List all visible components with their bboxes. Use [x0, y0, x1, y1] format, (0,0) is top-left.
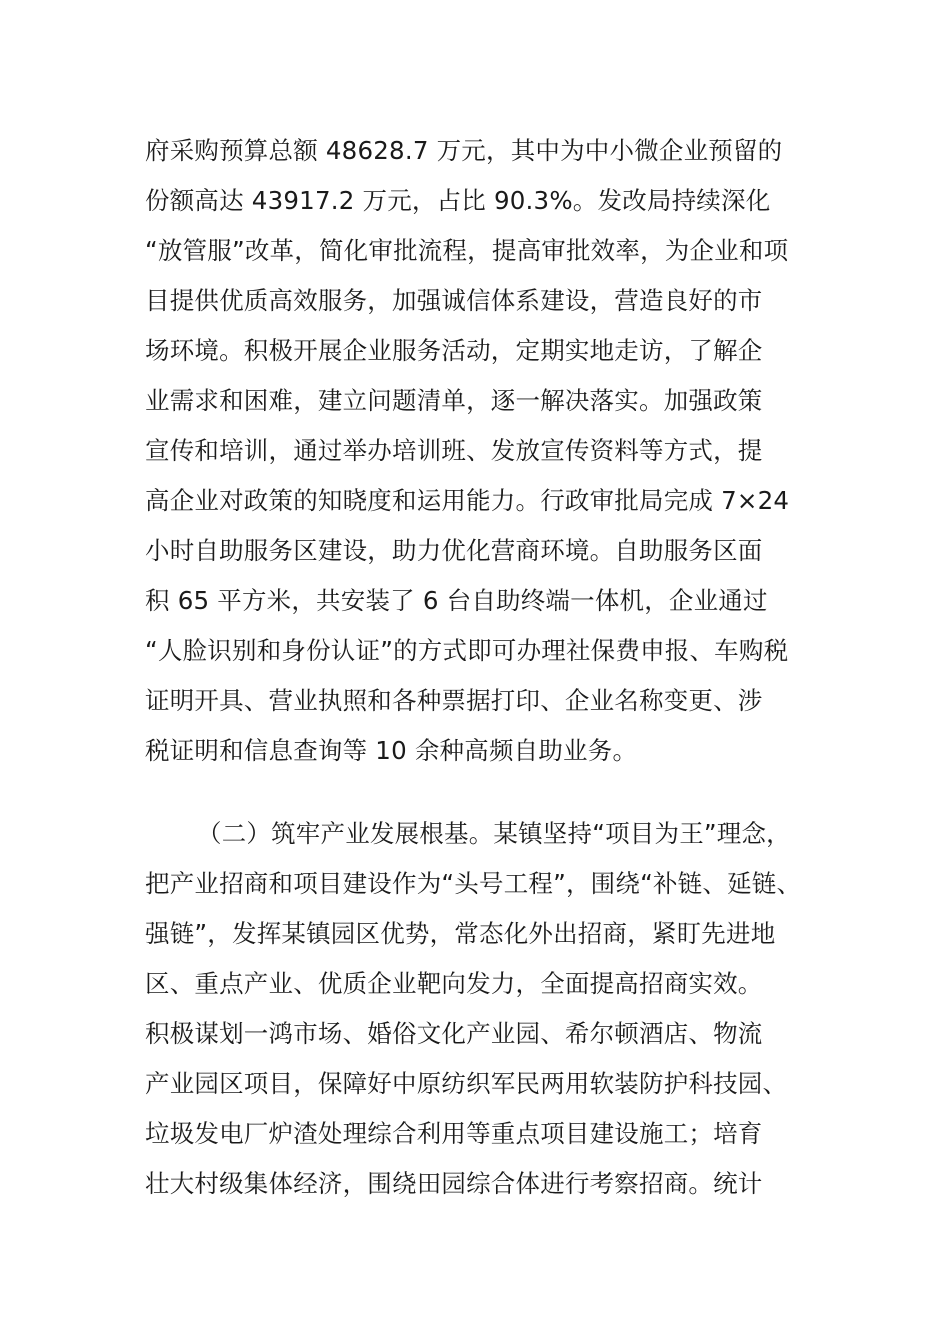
paragraph-2-line-1: （二）筑牢产业发展根基。某镇坚持“项目为王”理念， [197, 819, 791, 848]
paragraph-1-line-8: 高企业对政策的知晓度和运用能力。行政审批局完成 7×24 [145, 486, 790, 515]
paragraph-2-line-6: 产业园区项目，保障好中原纺织军民两用软装防护科技园、 [145, 1069, 788, 1098]
paragraph-1-line-2: 份额高达 43917.2 万元，占比 90.3%。发改局持续深化 [145, 186, 771, 215]
paragraph-2-line-2: 把产业招商和项目建设作为“头号工程”，围绕“补链、延链、 [145, 869, 802, 898]
paragraph-1-line-10: 积 65 平方米，共安装了 6 台自助终端一体机，企业通过 [145, 586, 768, 615]
paragraph-1-line-1: 府采购预算总额 48628.7 万元，其中为中小微企业预留的 [145, 136, 783, 165]
paragraph-1-line-7: 宣传和培训，通过举办培训班、发放宣传资料等方式，提 [145, 436, 763, 465]
paragraph-2-line-8: 壮大村级集体经济，围绕田园综合体进行考察招商。统计 [145, 1169, 763, 1198]
paragraph-1-line-6: 业需求和困难，建立问题清单，逐一解决落实。加强政策 [145, 386, 763, 415]
paragraph-2-line-7: 垃圾发电厂炉渣处理综合利用等重点项目建设施工；培育 [145, 1119, 763, 1148]
paragraph-1-line-12: 证明开具、营业执照和各种票据打印、企业名称变更、涉 [145, 686, 763, 715]
paragraph-2-line-4: 区、重点产业、优质企业靶向发力，全面提高招商实效。 [145, 969, 763, 998]
paragraph-1-line-13: 税证明和信息查询等 10 余种高频自助业务。 [145, 736, 638, 765]
paragraph-1-line-3: “放管服”改革，简化审批流程，提高审批效率，为企业和项 [145, 236, 789, 265]
paragraph-1-line-9: 小时自助服务区建设，助力优化营商环境。自助服务区面 [145, 536, 763, 565]
paragraph-1-line-4: 目提供优质高效服务，加强诚信体系建设，营造良好的市 [145, 286, 763, 315]
paragraph-2-line-3: 强链”，发挥某镇园区优势，常态化外出招商，紧盯先进地 [145, 919, 776, 948]
paragraph-1-line-5: 场环境。积极开展企业服务活动，定期实地走访，了解企 [145, 336, 763, 365]
paragraph-2-line-5: 积极谋划一鸿市场、婚俗文化产业园、希尔顿酒店、物流 [145, 1019, 763, 1048]
paragraph-1-line-11: “人脸识别和身份认证”的方式即可办理社保费申报、车购税 [145, 636, 789, 665]
